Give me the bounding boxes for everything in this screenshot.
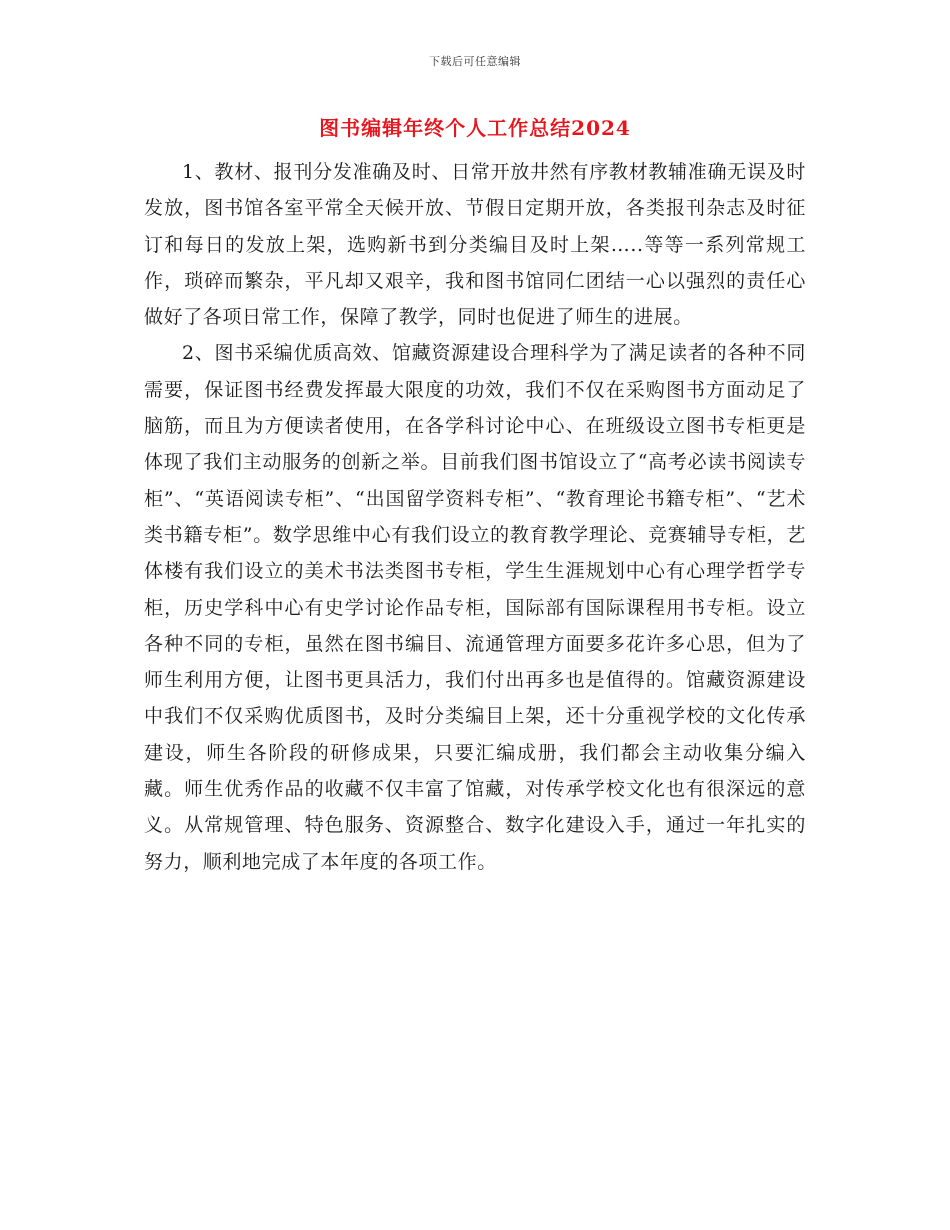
paragraph-1: 1、教材、报刊分发准确及时、日常开放井然有序教材教辅准确无误及时发放，图书馆各室平常全天候开放、节假日定期开放，各类报刊杂志及时征订和每日的发放上架，选购新书到分类编目及时上架…..等等一系列常规工作，琐碎而繁杂，平凡却又艰辛，我和图书馆同仁团结一心以强烈的责任心做好了各项日常工作，保障了教学，同时也促进了师生的进展。: [144, 161, 806, 329]
document-body: [144, 154, 806, 880]
document-title: 图书编辑年终个人工作总结2024: [319, 116, 631, 140]
header-note: 下载后可任意编辑: [429, 55, 521, 68]
paragraph-2: 2、图书采编优质高效、馆藏资源建设合理科学为了满足读者的各种不同需要，保证图书经费发挥最大限度的功效，我们不仅在采购图书方面动足了脑筋，而且为方便读者使用，在各学科讨论中心、在班级设立图书专柜更是体现了我们主动服务的创新之举。目前我们图书馆设立了“高考必读书阅读专柜”、“英语阅读专柜”、“出国留学资料专柜”、“教育理论书籍专柜”、“艺术类书籍专柜”。数学思维中心有我们设立的教育教学理论、竞赛辅导专柜，艺体楼有我们设立的美术书法类图书专柜，学生生涯规划中心有心理学哲学专柜，历史学科中心有史学讨论作品专柜，国际部有国际课程用书专柜。设立各种不同的专柜，虽然在图书编目、流通管理方面要多花许多心思，但为了师生利用方便，让图书更具活力，我们付出再多也是值得的。馆藏资源建设中我们不仅采购优质图书，及时分类编目上架，还十分重视学校的文化传承建设，师生各阶段的研修成果，只要汇编成册，我们都会主动收集分编入藏。师生优秀作品的收藏不仅丰富了馆藏，对传承学校文化也有很深远的意义。从常规管理、特色服务、资源整合、数字化建设入手，通过一年扎实的努力，顺利地完成了本年度的各项工作。: [144, 342, 806, 873]
